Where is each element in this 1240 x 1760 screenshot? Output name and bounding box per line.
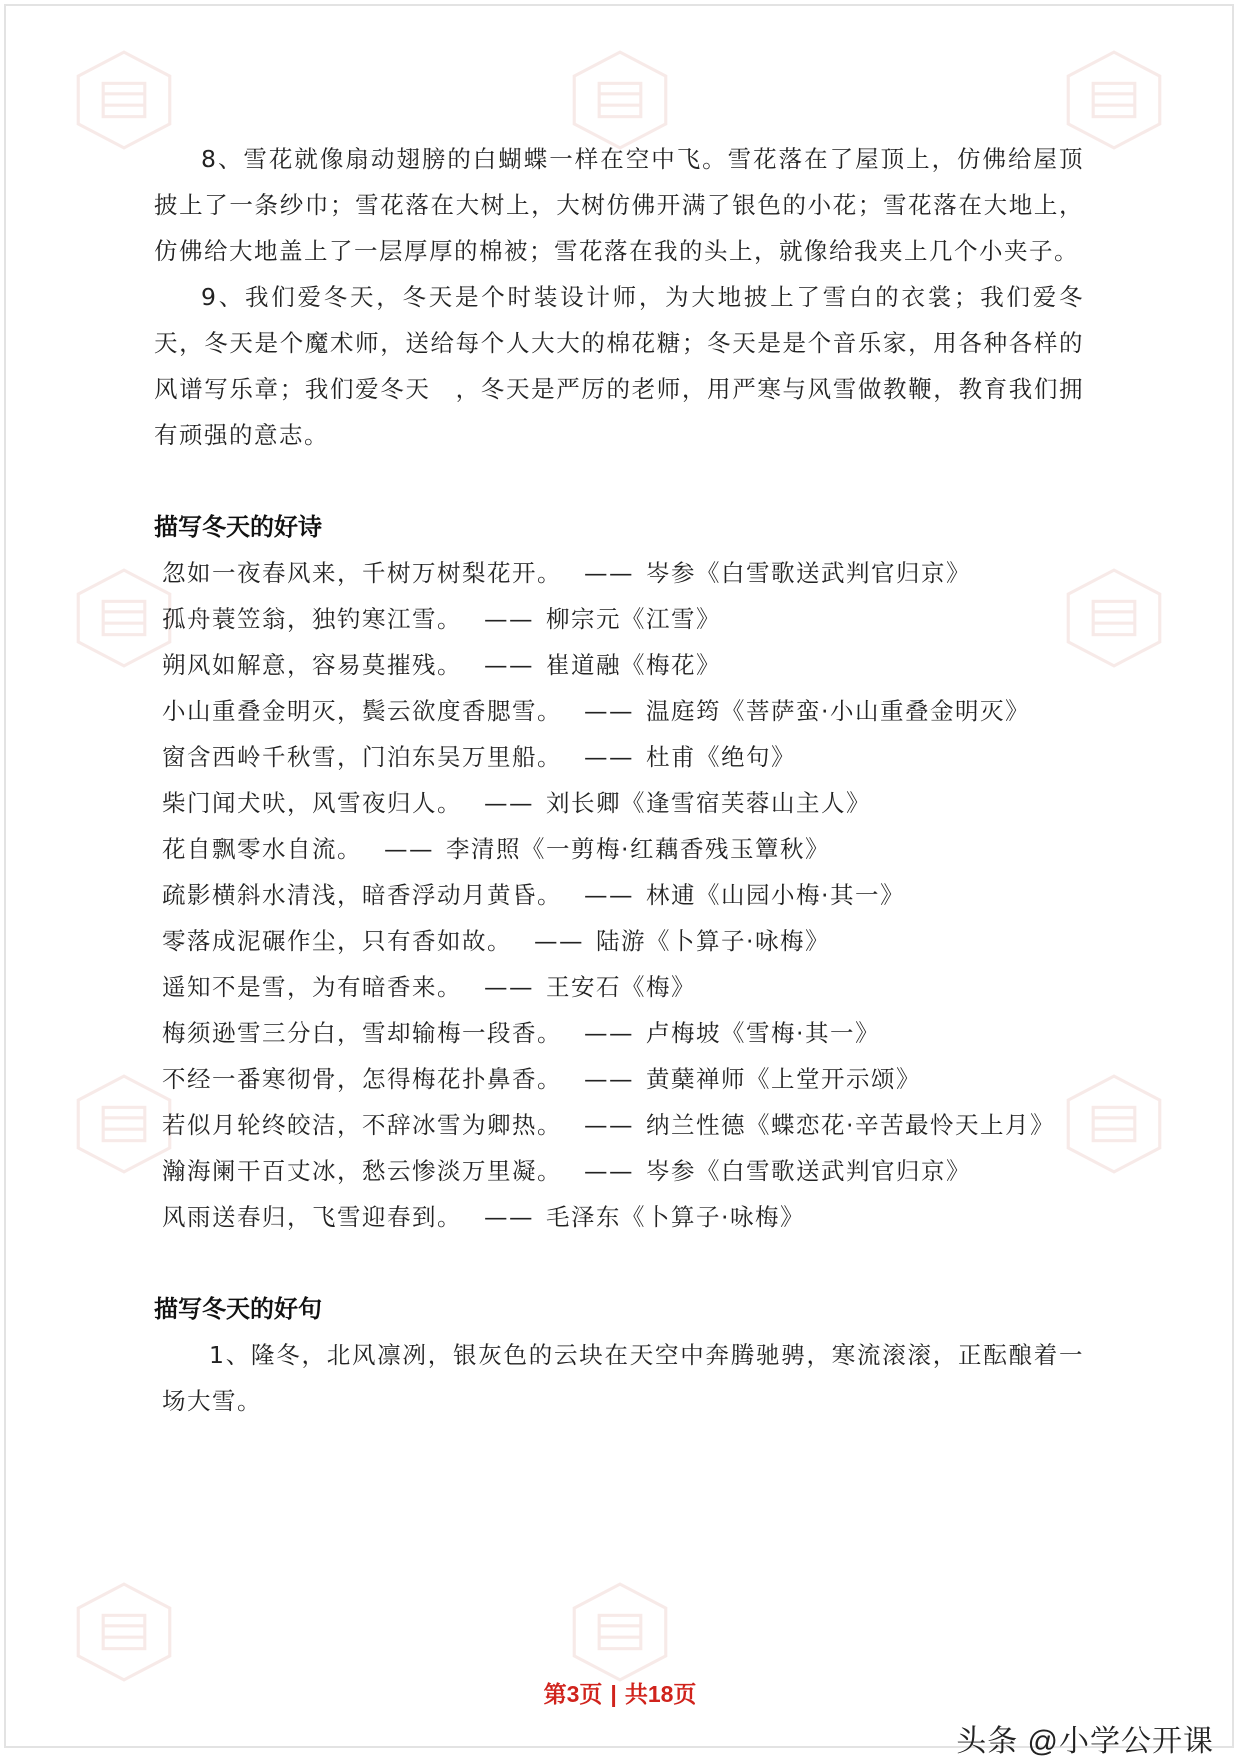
poem-line: 瀚海阑干百丈冰，愁云惨淡万里凝。 (162, 1157, 562, 1185)
poem-item (162, 550, 1084, 596)
poem-separator: —— (484, 973, 534, 1001)
poem-source: 陆游《卜算子·咏梅》 (596, 927, 830, 955)
poem-item (162, 826, 1084, 872)
poem-line: 朔风如解意，容易莫摧残。 (162, 651, 462, 679)
page-separator: | (610, 1681, 617, 1707)
poem-source: 纳兰性德《蝶恋花·辛苦最怜天上月》 (646, 1111, 1055, 1139)
poem-separator: —— (584, 697, 634, 725)
poem-source: 崔道融《梅花》 (546, 651, 721, 679)
poem-source: 杜甫《绝句》 (646, 743, 796, 771)
poem-item (162, 1194, 1084, 1240)
poem-separator: —— (484, 605, 534, 633)
poem-item (162, 1056, 1084, 1102)
poem-line: 风雨送春归，飞雪迎春到。 (162, 1203, 462, 1231)
poem-source: 岑参《白雪歌送武判官归京》 (646, 1157, 971, 1185)
poem-line: 梅须逊雪三分白，雪却输梅一段香。 (162, 1019, 562, 1047)
poem-source: 温庭筠《菩萨蛮·小山重叠金明灭》 (646, 697, 1030, 725)
poem-item (162, 1102, 1084, 1148)
spacer (154, 458, 1084, 504)
poem-item (162, 964, 1084, 1010)
poem-item (162, 642, 1084, 688)
poem-line: 疏影横斜水清浅，暗香浮动月黄昏。 (162, 881, 562, 909)
poem-source: 刘长卿《逢雪宿芙蓉山主人》 (546, 789, 871, 817)
poem-line: 花自飘零水自流。 (162, 835, 362, 863)
poem-separator: —— (584, 1157, 634, 1185)
poems-heading: 描写冬天的好诗 (154, 512, 322, 541)
poem-line: 不经一番寒彻骨，怎得梅花扑鼻香。 (162, 1065, 562, 1093)
poem-line: 小山重叠金明灭，鬓云欲度香腮雪。 (162, 697, 562, 725)
poem-separator: —— (584, 743, 634, 771)
poem-source: 王安石《梅》 (546, 973, 696, 1001)
sentences-heading: 描写冬天的好句 (154, 1294, 322, 1323)
poem-line: 遥知不是雪，为有暗香来。 (162, 973, 462, 1001)
watermark-logo-icon (72, 1580, 176, 1684)
poem-item (162, 734, 1084, 780)
poem-separator: —— (584, 881, 634, 909)
paragraph-8: 8、雪花就像扇动翅膀的白蝴蝶一样在空中飞。雪花落在了屋顶上，仿佛给屋顶披上了一条纱巾；雪花落在大树上，大树仿佛开满了银色的小花；雪花落在大地上，仿佛给大地盖上了一层厚厚的棉被；雪花落在我的头上，就像给我夹上几个小夹子。 (154, 145, 1084, 265)
poem-item (162, 780, 1084, 826)
source-credit: 头条 @小学公开课 (956, 1725, 1214, 1758)
poem-item (162, 688, 1084, 734)
poem-source: 卢梅坡《雪梅·其一》 (646, 1019, 880, 1047)
poem-source: 李清照《一剪梅·红藕香残玉簟秋》 (446, 835, 830, 863)
poem-item (162, 918, 1084, 964)
poem-list (154, 550, 1084, 1240)
poem-separator: —— (584, 1019, 634, 1047)
poem-line: 零落成泥碾作尘，只有香如故。 (162, 927, 512, 955)
poem-line: 窗含西岭千秋雪，门泊东吴万里船。 (162, 743, 562, 771)
poem-item (162, 872, 1084, 918)
poem-line: 若似月轮终皎洁，不辞冰雪为卿热。 (162, 1111, 562, 1139)
document-body (154, 136, 1084, 1424)
poem-separator: —— (484, 789, 534, 817)
poem-source: 毛泽东《卜算子·咏梅》 (546, 1203, 805, 1231)
poem-separator: —— (584, 1111, 634, 1139)
watermark-logo-icon (568, 1580, 672, 1684)
total-pages: 共18页 (624, 1681, 697, 1707)
poem-source: 林逋《山园小梅·其一》 (646, 881, 905, 909)
poem-separator: —— (484, 1203, 534, 1231)
poem-source: 黄蘖禅师《上堂开示颂》 (646, 1065, 921, 1093)
poem-separator: —— (584, 559, 634, 587)
poem-line: 柴门闻犬吠，风雪夜归人。 (162, 789, 462, 817)
poem-item (162, 596, 1084, 642)
poem-source: 岑参《白雪歌送武判官归京》 (646, 559, 971, 587)
poem-line: 忽如一夜春风来，千树万树梨花开。 (162, 559, 562, 587)
spacer (154, 1240, 1084, 1286)
poem-item (162, 1148, 1084, 1194)
sentence-paragraph-1: 1、隆冬，北风凛冽，银灰色的云块在天空中奔腾驰骋，寒流滚滚，正酝酿着一场大雪。 (162, 1341, 1084, 1415)
poem-separator: —— (584, 1065, 634, 1093)
poem-source: 柳宗元《江雪》 (546, 605, 721, 633)
poem-line: 孤舟蓑笠翁，独钓寒江雪。 (162, 605, 462, 633)
current-page: 第3页 (543, 1681, 603, 1707)
paragraph-9: 9、我们爱冬天，冬天是个时装设计师，为大地披上了雪白的衣裳；我们爱冬天，冬天是个魔术师，送给每个人大大的棉花糖；冬天是是个音乐家，用各种各样的风谱写乐章；我们爱冬天 ，冬天是严厉的老师，用严寒与风雪做教鞭，教育我们拥有顽强的意志。 (154, 283, 1084, 449)
poem-separator: —— (384, 835, 434, 863)
poem-separator: —— (534, 927, 584, 955)
page-indicator (0, 1676, 1240, 1709)
poem-item (162, 1010, 1084, 1056)
poem-separator: —— (484, 651, 534, 679)
